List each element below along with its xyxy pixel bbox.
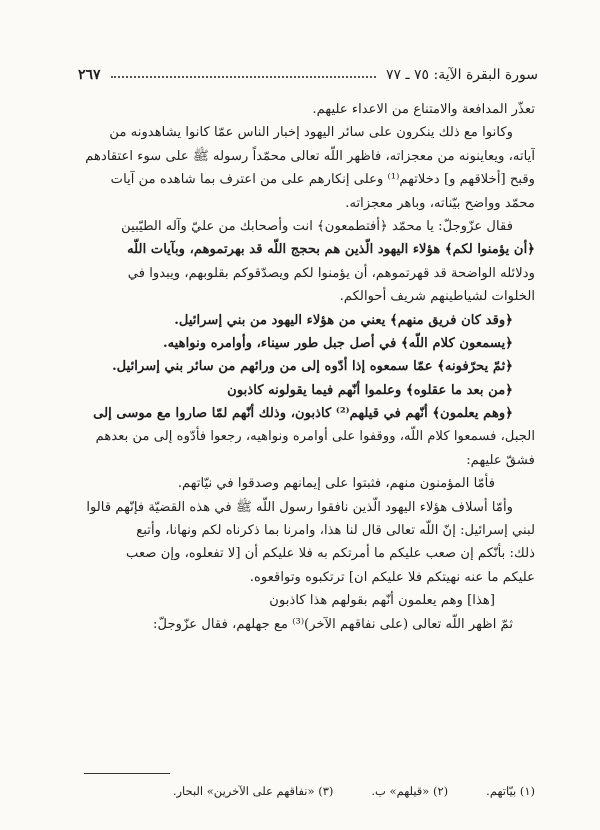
running-title: سورة البقرة الآية: ٧٥ ـ ٧٧	[385, 67, 538, 83]
footnote: (٣) «نفاقهم على الآخرين» البحار.	[172, 784, 334, 798]
text-line: ﴿ثمّ يحرّفونه﴾ عمّا سمعوه إذا أدّوه إلى من ورائهم من سائر بني إسرائيل.	[112, 359, 513, 375]
footnotes	[84, 784, 535, 798]
text-line: ﴿وهم يعلمون﴾ أنّهم في قيلهم⁽²⁾ كاذبون، وذلك أنّهم لمّا صاروا مع موسى إلى	[93, 406, 513, 422]
text-line: الجبل، فسمعوا كلام اللّه، ووقفوا على أوامره ونواهيه، رجعوا فأدّوه إلى من بعدهم	[95, 429, 535, 445]
text-line: [هذا] وهم يعلمون أنّهم بقولهم هذا كاذبون	[269, 593, 495, 609]
text-line: وكانوا مع ذلك ينكرون على سائر اليهود إخبار الناس عمّا كانوا يشاهدونه من	[109, 125, 513, 141]
text-line: الخلوات لشياطينهم شريف أحوالكم.	[339, 289, 535, 305]
page-number: ٢٦٧	[78, 67, 101, 83]
text-line: ثمّ اظهر اللّه تعالى (على نفاقهم الآخر)⁽³⁾ مع جهلهم، فقال عزّوجلّ:	[153, 616, 513, 632]
body-text	[84, 98, 535, 636]
text-line: فأمّا المؤمنون منهم، فثبتوا على إيمانهم وصدقوا في نيّاتهم.	[177, 476, 495, 492]
text-line: وقبح [أخلاقهم و] دخلاتهم⁽¹⁾ وعلى إنكارهم على من اعترف بما شاهده من آيات	[110, 172, 535, 188]
text-line: عليكم ما عنه نهيتكم فلا عليكم ان] ترتكبوه وتواقعوه.	[249, 569, 535, 585]
text-line: ﴿يسمعون كلام اللّه﴾ في أصل جبل طور سيناء، وأوامره ونواهيه.	[163, 335, 513, 351]
text-line: ﴿وقد كان فريق منهم﴾ يعني من هؤلاء اليهود من بني إسرائيل.	[174, 312, 513, 328]
text-line: آياته، ويعاينونه من معجزاته، فاظهر اللّه تعالى محمّداً رسوله ﷺ على سوء اعتقادهم	[85, 148, 535, 164]
text-line: ودلائله الواضحة قد قهرتموهم، أن يؤمنوا لكم ويصدّقوكم بقلوبهم، ويبدوا في	[127, 265, 535, 281]
text-line: ذلك: بأنّكم إن صعب عليكم ما أمرتكم به فلا عليكم أن [لا تفعلوه، وإن صعب	[126, 546, 535, 562]
text-line: ﴿من بعد ما عقلوه﴾ وعلموا أنّهم فيما يقولونه كاذبون	[227, 382, 513, 398]
text-line: لبني إسرائيل: إنّ اللّه تعالى قال لنا هذا، وامرنا بما ذكرناه لكم ونهانا، وأتبع	[136, 523, 535, 539]
footnote-separator	[84, 773, 170, 774]
text-line: فشقّ عليهم:	[466, 452, 535, 468]
text-line: محمّد وواضح بيّناته، وباهر معجزاته.	[345, 195, 535, 211]
header-dotted-rule	[111, 76, 376, 78]
text-line: فقال عزّوجلّ: يا محمّد ﴿أفتطمعون﴾ انت وأصحابك من عليّ وآله الطيّبين	[121, 218, 513, 234]
page-header	[78, 62, 538, 88]
footnote: (١) بيّاتهم.	[486, 784, 535, 798]
text-line: وأمّا أسلاف هؤلاء اليهود الّذين نافقوا رسول اللّه ﷺ في هذه القضيّة فإنّهم قالوا	[86, 499, 513, 515]
text-line: تعذّر المدافعة والامتناع من الاعداء عليهم.	[312, 102, 535, 117]
footnote: (٢) «قيلهم» ب.	[371, 784, 449, 798]
text-line: ﴿أن يؤمنوا لكم﴾ هؤلاء اليهود الّذين هم بحجج اللّه قد بهرتموهم، وبآيات اللّه	[127, 242, 535, 258]
